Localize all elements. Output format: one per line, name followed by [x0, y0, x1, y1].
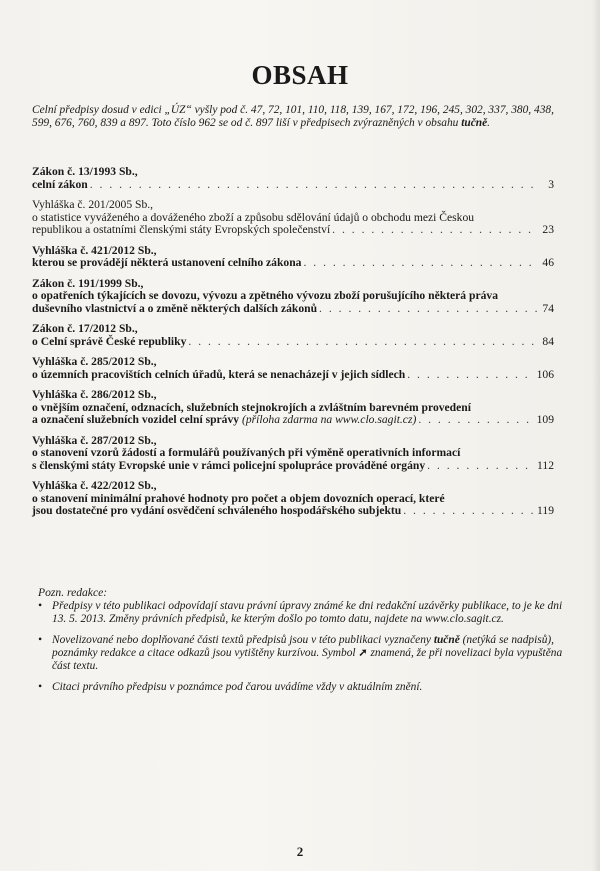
toc-entry	[32, 245, 554, 270]
toc-page-number: 46	[542, 256, 554, 269]
toc-entry-title-line: o vnějším označení, odznacích, služebních stejnokrojích a zvláštním barevném provedení	[32, 400, 471, 414]
toc-entry-title	[32, 179, 88, 192]
note-text: Citaci právního předpisu v poznámce pod čarou uvádíme vždy v aktuálním znění.	[52, 681, 423, 693]
dot-leader	[332, 224, 538, 237]
intro-paragraph	[32, 104, 564, 130]
note-item	[38, 634, 566, 673]
toc-entry-title	[32, 505, 401, 518]
page-edge-shadow	[592, 0, 600, 871]
toc-entry-heading: Zákon č. 13/1993 Sb.,	[32, 165, 138, 178]
toc-page-number: 74	[542, 301, 554, 315]
dot-leader	[303, 257, 538, 270]
editorial-note-title: Pozn. redakce:	[38, 586, 108, 599]
toc-entry-title-line: o stanovení vzorů žádostí a formulářů používaných při výměně operativních informací	[32, 446, 461, 459]
toc-entry-leader-line	[32, 303, 554, 316]
toc-entry-heading: Vyhláška č. 286/2012 Sb.,	[32, 388, 157, 401]
toc-entry-leader-line	[32, 460, 554, 473]
toc-entry-title-text: o Celní správě České republiky	[32, 334, 187, 348]
toc-entry-title-line: o stanovení minimální prahové hodnoty pro počet a objem dovozních operací, které	[32, 491, 445, 505]
toc-page-number: 112	[537, 458, 554, 472]
toc-page-number: 23	[542, 223, 554, 236]
toc-entry-heading: Zákon č. 17/2012 Sb.,	[32, 322, 138, 335]
note-text: znamená, že při novelizaci byla vypuštěna část textu.	[52, 647, 563, 672]
bullet-icon: •	[38, 681, 42, 693]
toc-entry-title-text: jsou dostatečné pro vydání osvědčení schváleného hospodářského subjektu	[32, 504, 402, 517]
intro-end: .	[487, 117, 491, 129]
toc-entry-heading: Zákon č. 191/1999 Sb.,	[32, 276, 144, 290]
dot-leader	[403, 505, 535, 518]
toc-entry-title	[32, 369, 405, 382]
toc-entry	[32, 199, 554, 237]
toc-entry-title-text: duševního vlastnictví a o změně některých dalších zákonů	[32, 301, 318, 315]
toc-entry	[32, 278, 554, 316]
toc-entry-title-text: republikou a ostatními členskými státy Evropských společenství	[32, 223, 331, 236]
toc-entry-leader-line	[32, 505, 554, 518]
toc-page-number: 119	[537, 504, 554, 517]
bullet-icon: •	[38, 634, 42, 646]
toc-entry-title	[32, 336, 186, 349]
toc-entry	[32, 389, 554, 427]
dot-leader	[90, 179, 538, 192]
note-text: Novelizované nebo doplňované části textů předpisů jsou v této publikaci vyznačeny	[52, 634, 434, 646]
dot-leader	[188, 336, 538, 349]
toc-entry-title-text: s členskými státy Evropské unie v rámci policejní spolupráce prováděné orgány	[32, 458, 426, 472]
toc-entry-heading: Vyhláška č. 287/2012 Sb.,	[32, 433, 157, 447]
arrow-icon: ➚	[358, 647, 368, 659]
note-item	[38, 681, 566, 694]
toc-entry	[32, 323, 554, 348]
note-item	[38, 600, 566, 626]
note-text: (netýká se nadpisů), poznámky redakce a citace odkazů jsou vytištěny kurzívou. Symbol	[52, 634, 555, 659]
note-text: Předpisy v této publikaci odpovídají stavu právní úpravy známé ke dni redakční uzávěrky publikace, to je ke dni 13. 5. 2013. Změny právních předpisů, ke kterým došlo po tomto datu, najdete na www.clo.sagit.cz.	[52, 600, 563, 625]
toc-entry	[32, 480, 554, 518]
toc-entry-title-text: celní zákon	[32, 177, 88, 191]
toc-entry-heading: Vyhláška č. 421/2012 Sb.,	[32, 243, 157, 257]
toc-entry-title-line: o opatřeních týkajících se dovozu, vývozu a zpětného vývozu zboží porušujícího některá práva	[32, 289, 498, 302]
intro-bold-word: tučně	[461, 117, 488, 129]
dot-leader	[427, 460, 535, 473]
toc-page-number: 84	[542, 334, 554, 348]
toc-entry-leader-line	[32, 179, 554, 192]
toc-entry-leader-line	[32, 369, 554, 382]
dot-leader	[319, 303, 538, 316]
note-bold-word: tučně	[433, 634, 460, 646]
toc-entry-heading: Vyhláška č. 285/2012 Sb.,	[32, 355, 157, 368]
toc-entry-leader-line	[32, 257, 554, 270]
toc-entry	[32, 356, 554, 381]
toc-entry-title	[32, 460, 425, 473]
toc-entry-note: (příloha zdarma na www.clo.sagit.cz)	[241, 413, 417, 426]
editorial-notes-list	[38, 600, 566, 702]
toc-entry-leader-line	[32, 414, 554, 427]
toc-page-number: 3	[548, 177, 554, 191]
toc-entry-title-text: o územních pracovištích celních úřadů, která se nenacházejí v jejich sídlech	[32, 367, 406, 381]
toc-page-number: 109	[536, 413, 554, 426]
toc-entry-title-text: a označení služebních vozidel celní správy	[32, 413, 240, 426]
toc-entry-title-line: o statistice vyváženého a dováženého zboží a způsobu sdělování údajů o obchodu mezi Českou	[32, 210, 475, 224]
bullet-icon: •	[38, 600, 42, 612]
toc-entry	[32, 166, 554, 191]
toc-entry-title	[32, 224, 330, 237]
intro-text: Celní předpisy dosud v edici „ÚZ“ vyšly pod č. 47, 72, 101, 110, 118, 139, 167, 172, 196, 245, 302, 337, 380, 438, 599, 676, 760, 839 a 897. Toto číslo 962 se od č. 897 liší v předpisech zvýrazněných v obsahu	[32, 104, 554, 129]
toc-entry-title	[32, 414, 416, 427]
toc-entry-leader-line	[32, 224, 554, 237]
toc-entry-heading: Vyhláška č. 422/2012 Sb.,	[32, 479, 157, 492]
page-title: OBSAH	[251, 60, 349, 90]
page-number: 2	[296, 844, 304, 859]
dot-leader	[418, 414, 534, 427]
toc-entry-heading: Vyhláška č. 201/2005 Sb.,	[32, 198, 154, 211]
toc-entry-leader-line	[32, 336, 554, 349]
toc-entry-title	[32, 303, 317, 316]
toc-page-number: 106	[536, 367, 554, 381]
toc-entry	[32, 435, 554, 473]
table-of-contents	[32, 166, 554, 526]
dot-leader	[407, 369, 534, 382]
toc-entry-title	[32, 257, 301, 270]
toc-entry-title-text: kterou se provádějí některá ustanovení celního zákona	[32, 256, 302, 269]
